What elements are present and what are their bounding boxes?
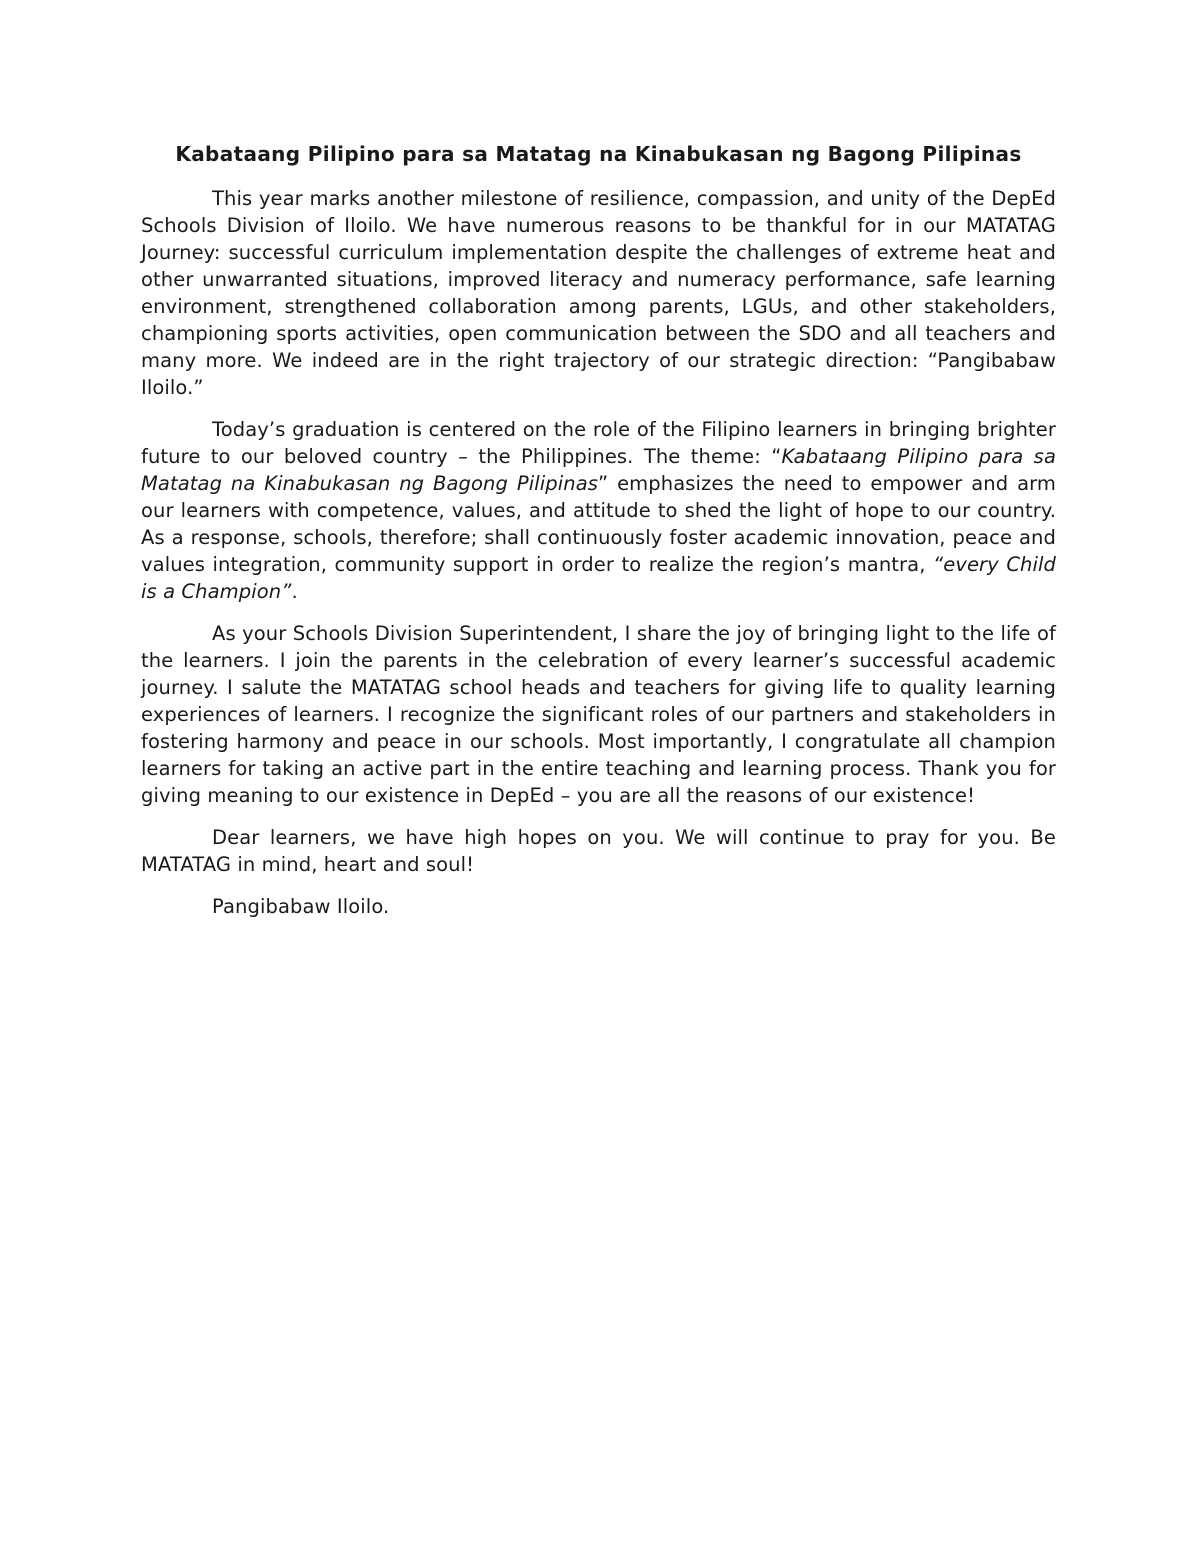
document-title: Kabataang Pilipino para sa Matatag na Kinabukasan ng Bagong Pilipinas	[175, 142, 1022, 166]
theme-title-italic: Kabataang Pilipino para sa Matatag na Kinabukasan ng Bagong Pilipinas	[141, 445, 1056, 495]
paragraph-dear-learners: Dear learners, we have high hopes on you. We will continue to pray for you. Be MATATAG in mind, heart and soul!	[141, 826, 1056, 876]
paragraph-graduation-theme	[141, 416, 1056, 605]
paragraph-graduation-text-1: Today’s graduation is centered on the role of the Filipino learners in bringing brighter future to our beloved country – the Philippines. The theme: “	[141, 418, 1056, 468]
mantra-italic: “every Child is a Champion”	[141, 553, 1057, 603]
paragraph-graduation-text-2: ” emphasizes the need to empower and arm our learners with competence, values, and attitude to shed the light of hope to our country. As a response, schools, therefore; shall continuously foster academic innovation, peace and values integration, community support in order to realize the region’s mantra,	[141, 472, 1056, 576]
closing-line: Pangibabaw Iloilo.	[212, 895, 390, 918]
document-body	[141, 139, 1056, 935]
paragraph-graduation-text-3: .	[291, 580, 298, 603]
paragraph-milestone: This year marks another milestone of resilience, compassion, and unity of the DepEd Schools Division of Iloilo. We have numerous reasons to be thankful for in our MATATAG Journey: successful curriculum implementation despite the challenges of extreme heat and other unwarranted situations, improved literacy and numeracy performance, safe learning environment, strengthened collaboration among parents, LGUs, and other stakeholders, championing sports activities, open communication between the SDO and all teachers and many more. We indeed are in the right trajectory of our strategic direction: “Pangibabaw Iloilo.”	[141, 187, 1056, 399]
paragraph-superintendent: As your Schools Division Superintendent, I share the joy of bringing light to the life of the learners. I join the parents in the celebration of every learner’s successful academic journey. I salute the MATATAG school heads and teachers for giving life to quality learning experiences of learners. I recognize the significant roles of our partners and stakeholders in fostering harmony and peace in our schools. Most importantly, I congratulate all champion learners for taking an active part in the entire teaching and learning process. Thank you for giving meaning to our existence in DepEd – you are all the reasons of our existence!	[141, 622, 1056, 807]
